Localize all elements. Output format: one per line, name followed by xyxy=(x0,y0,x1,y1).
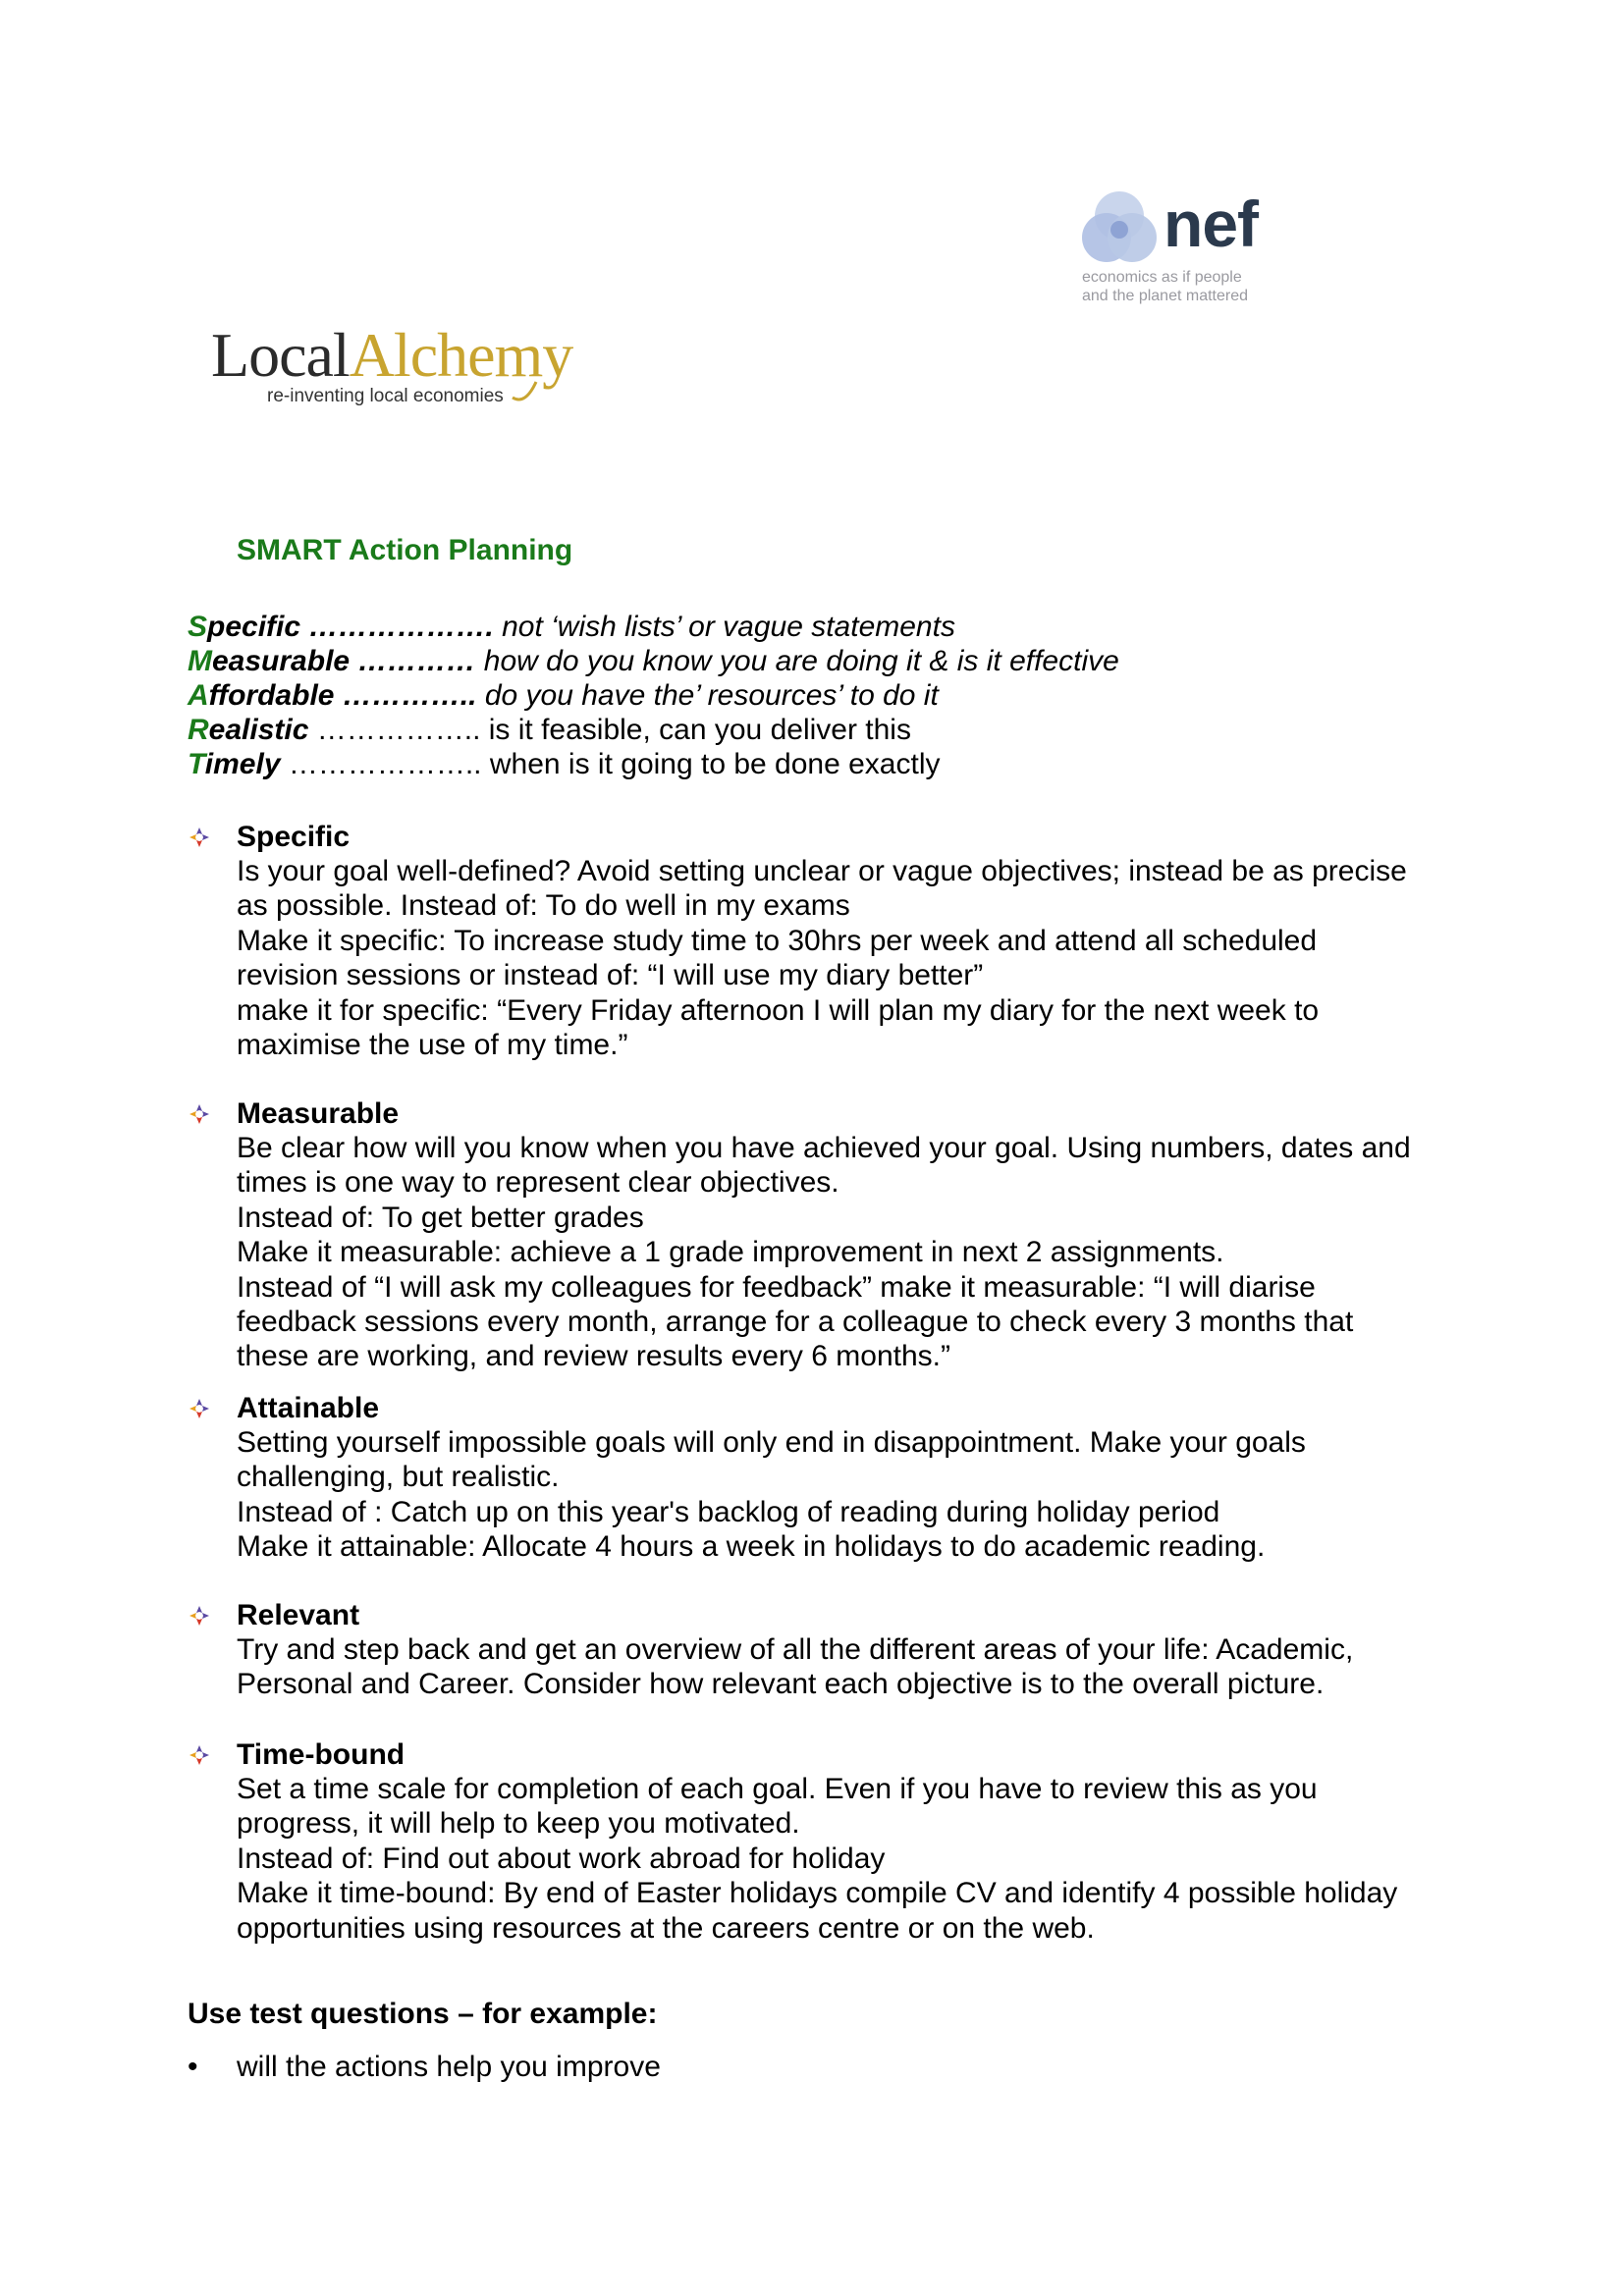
section-attainable xyxy=(188,1391,1464,1565)
section-body: Setting yourself impossible goals will only end in disappointment. Make your goals challenging, but realistic. Instead of : Catch up on this year's backlog of reading during holiday period Make it attainable: Allocate 4 hours a week in holidays to do academic reading. xyxy=(237,1426,1306,1564)
local-alchemy-tagline: re-inventing local economies xyxy=(267,386,504,406)
smart-line-realistic: Realistic …………….. is it feasible, can you deliver this xyxy=(188,714,911,746)
section-relevant xyxy=(188,1598,1464,1702)
arrow-bullet-icon xyxy=(188,1102,211,1126)
smart-line-affordable: Affordable ………….. do you have the’ resources’ to do it xyxy=(188,679,939,712)
nef-logo-tagline: economics as if people and the planet mattered xyxy=(1082,269,1249,304)
arrow-bullet-icon xyxy=(188,826,211,849)
section-body: Be clear how will you know when you have achieved your goal. Using numbers, dates and times is one way to represent clear objectives. Instead of: To get better grades Make it measurable: achieve a 1 grade improvement in next 2 assignments. Instead of “I will ask my colleagues for feedback” make it measurable: “I will diarise feedback sessions every month, arrange for a colleague to check every 3 months that these are working, and review results every 6 months.” xyxy=(237,1132,1411,1373)
section-body: Is your goal well-defined? Avoid setting unclear or vague objectives; instead be as precise as possible. Instead of: To do well in my exams Make it specific: To increase study time to 30hrs per week and attend all scheduled revision sessions or instead of: “I will use my diary better” make it for specific: “Every Friday afternoon I will plan my diary for the next week to maximise the use of my time.” xyxy=(237,855,1407,1062)
arrow-bullet-icon xyxy=(188,1397,211,1420)
section-title: Relevant xyxy=(237,1599,360,1631)
test-questions-heading: Use test questions – for example: xyxy=(188,1998,658,2030)
section-time-bound xyxy=(188,1737,1464,1946)
smart-line-measurable: Measurable ………… how do you know you are doing it & is it effective xyxy=(188,645,1119,677)
swoosh-icon xyxy=(511,378,540,407)
section-specific xyxy=(188,820,1464,1062)
list-item xyxy=(188,2050,661,2084)
local-alchemy-logo: LocalAlchemy re-inventing local economies xyxy=(211,320,573,406)
bullet-dot-icon: • xyxy=(188,2051,198,2083)
section-title: Specific xyxy=(237,821,351,853)
nef-logo-word: nef xyxy=(1163,187,1258,260)
section-title: Measurable xyxy=(237,1097,400,1130)
list-item-text: will the actions help you improve xyxy=(237,2051,661,2083)
smart-line-specific: Specific ………………. not ‘wish lists’ or vague statements xyxy=(188,611,955,643)
arrow-bullet-icon xyxy=(188,1743,211,1767)
section-measurable xyxy=(188,1096,1464,1374)
section-title: Attainable xyxy=(237,1392,380,1424)
section-title: Time-bound xyxy=(237,1738,406,1771)
arrow-bullet-icon xyxy=(188,1604,211,1628)
section-body: Set a time scale for completion of each goal. Even if you have to review this as you progress, it will help to keep you motivated. Instead of: Find out about work abroad for holiday Make it time-bound: By end of Easter holidays compile CV and identify 4 possible holiday opportunities using resources at the careers centre or on the web. xyxy=(237,1773,1398,1945)
smart-line-timely: Timely ……………….. when is it going to be done exactly xyxy=(188,748,941,780)
section-body: Try and step back and get an overview of all the different areas of your life: Academic, Personal and Career. Consider how relevant each objective is to the overall picture. xyxy=(237,1633,1354,1701)
page-title: SMART Action Planning xyxy=(237,534,573,566)
